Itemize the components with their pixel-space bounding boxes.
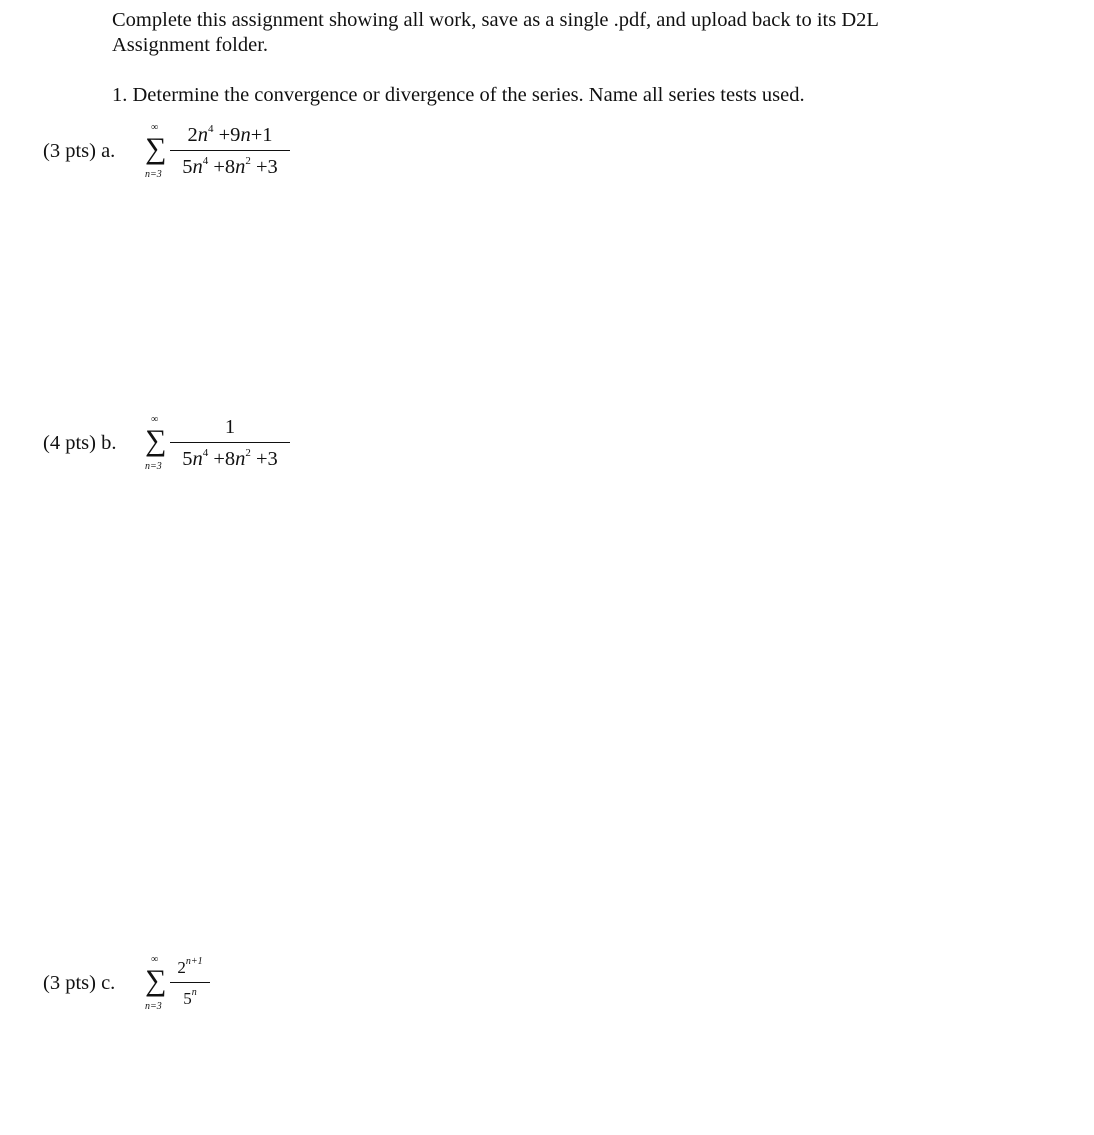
term: 2 — [177, 958, 186, 977]
upper-limit: ∞ — [151, 414, 159, 425]
term: 1 — [224, 416, 236, 438]
variable: n — [197, 124, 208, 146]
exponent: 4 — [208, 123, 214, 135]
variable: n — [235, 156, 246, 178]
term: 5 — [182, 448, 193, 470]
instructions-line-2: Assignment folder. — [112, 34, 269, 56]
term: +8 — [208, 448, 236, 470]
variable: n — [240, 124, 251, 146]
upper-limit: ∞ — [151, 954, 159, 965]
numerator — [170, 416, 290, 439]
instructions-line-1: Complete this assignment showing all work, save as a single .pdf, and upload back to its D2L — [112, 9, 879, 31]
term: +3 — [250, 448, 278, 470]
fraction-bar — [170, 442, 290, 443]
term: 5 — [183, 989, 192, 1008]
fraction — [170, 414, 290, 474]
denominator — [170, 448, 290, 471]
exponent: 4 — [202, 447, 209, 459]
exponent: 2 — [245, 155, 251, 167]
fraction — [170, 954, 210, 1014]
term: +3 — [250, 156, 278, 178]
summation-symbol: ∑ — [145, 132, 167, 165]
numerator — [170, 958, 210, 978]
exponent: n — [191, 987, 197, 998]
exponent: 4 — [202, 155, 209, 167]
summation-symbol: ∑ — [145, 964, 167, 997]
term: +1 — [250, 124, 273, 146]
problem-a-label: (3 pts) a. — [43, 140, 116, 162]
variable: n — [192, 448, 203, 470]
question-1-text: 1. Determine the convergence or divergence of the series. Name all series tests used. — [112, 84, 805, 106]
lower-limit: n=3 — [145, 461, 162, 472]
variable: n — [235, 448, 246, 470]
fraction — [170, 122, 290, 182]
numerator — [170, 124, 290, 147]
term: 5 — [182, 156, 193, 178]
lower-limit: n=3 — [145, 169, 162, 180]
denominator — [170, 156, 290, 179]
lower-limit: n=3 — [145, 1001, 162, 1012]
upper-limit: ∞ — [151, 122, 159, 133]
term: 2 — [187, 124, 198, 146]
fraction-bar — [170, 150, 290, 151]
problem-c-label: (3 pts) c. — [43, 972, 116, 994]
term: +9 — [213, 124, 241, 146]
denominator — [170, 989, 210, 1009]
fraction-bar — [170, 982, 210, 983]
problem-b-label: (4 pts) b. — [43, 432, 117, 454]
term: +8 — [208, 156, 236, 178]
exponent: n+1 — [185, 956, 203, 967]
variable: n — [192, 156, 203, 178]
exponent: 2 — [245, 447, 251, 459]
summation-symbol: ∑ — [145, 424, 167, 457]
